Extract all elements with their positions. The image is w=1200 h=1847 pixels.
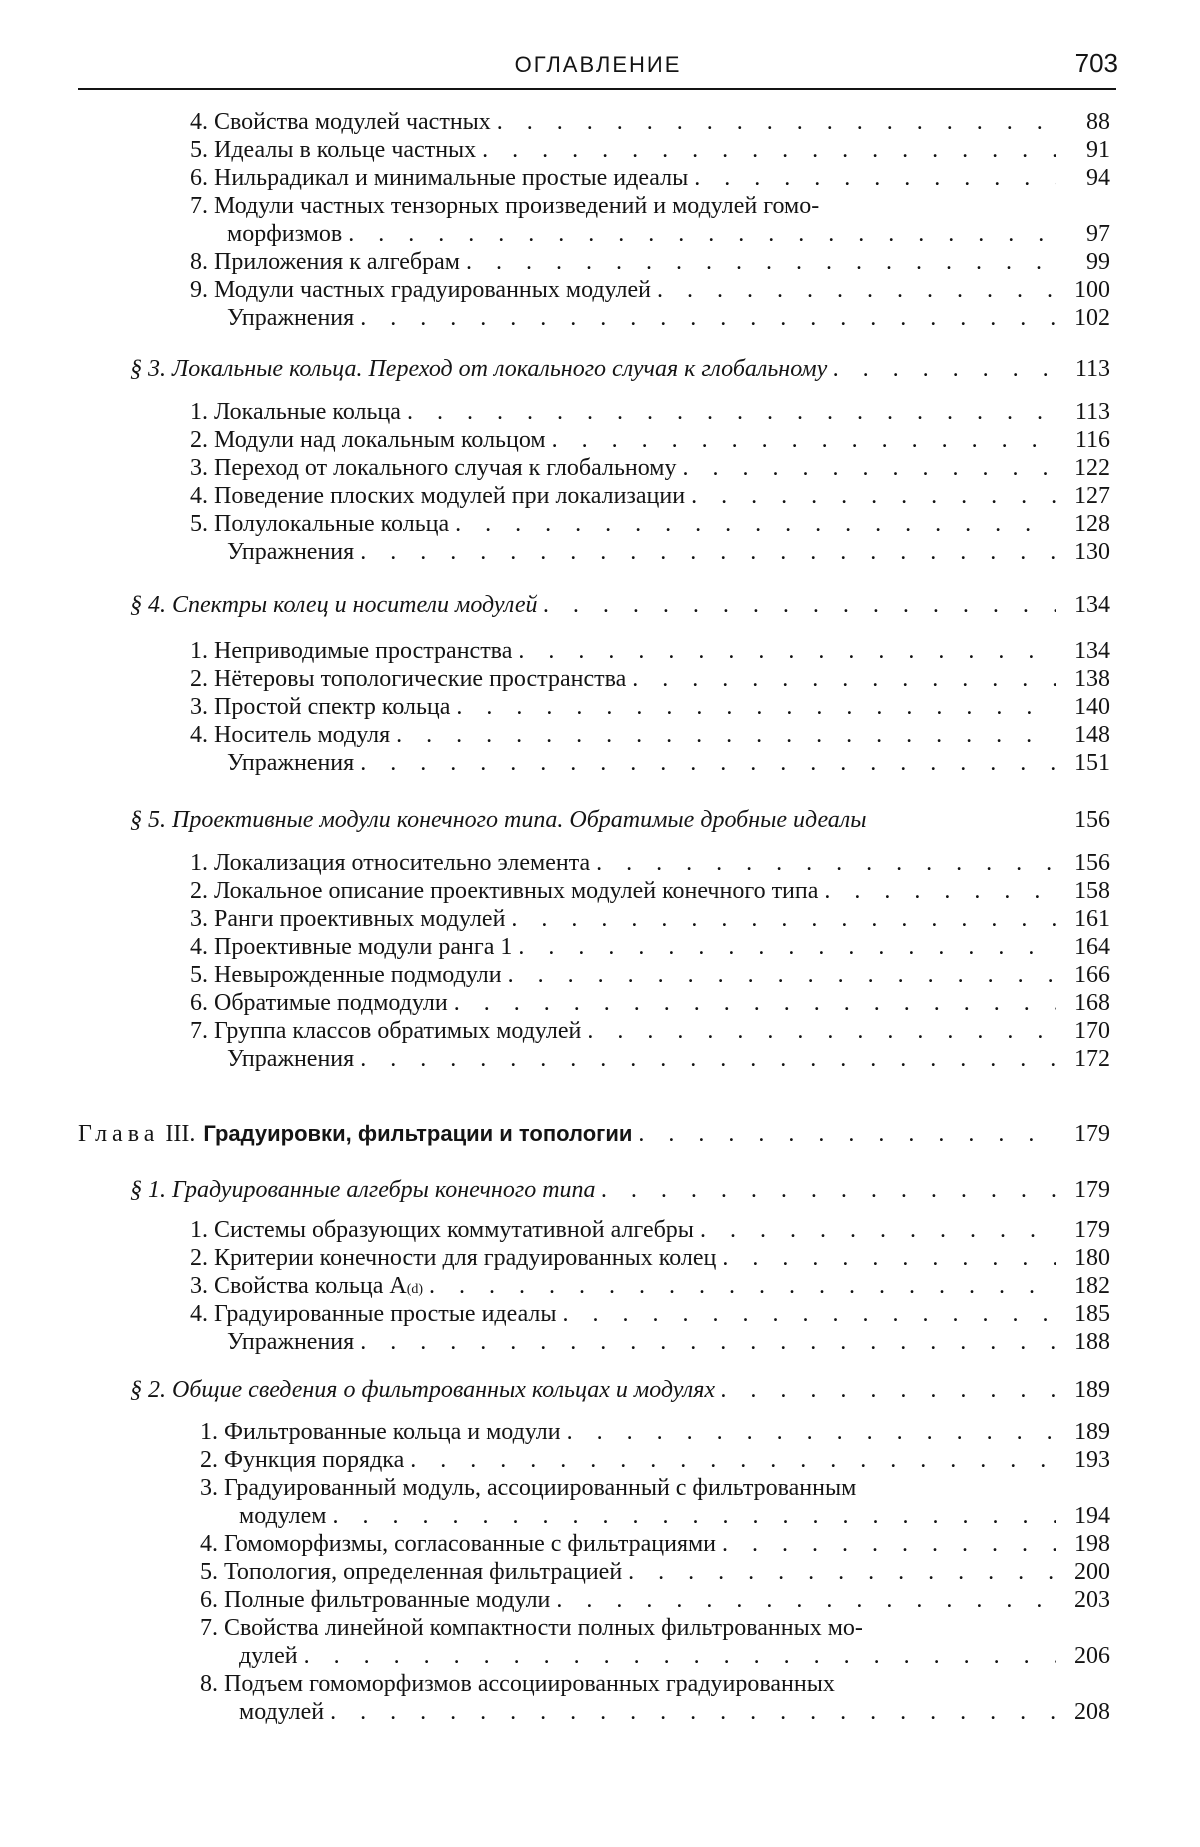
- toc-page: [0, 0, 1200, 1847]
- toc-entry: 2. Критерии конечности для градуированных колец . . . 180: [190, 1244, 1110, 1272]
- entry-page: 130: [1062, 538, 1110, 566]
- entry-page: 138: [1062, 665, 1110, 693]
- toc-entry: 8. Приложения к алгебрам . . . 99: [190, 248, 1110, 276]
- toc-entry: 5. Невырожденные подмодули . . . 166: [190, 961, 1110, 989]
- entry-page: 185: [1062, 1300, 1110, 1328]
- section-heading: § 2. Общие сведения о фильтрованных кольцах и модулях . . . 189: [130, 1376, 1110, 1404]
- entry-page: 128: [1062, 510, 1110, 538]
- toc-entry: 4. Носитель модуля . . . 148: [190, 721, 1110, 749]
- toc-entry: 1. Локализация относительно элемента . . . 156: [190, 849, 1110, 877]
- entry-page: 166: [1062, 961, 1110, 989]
- toc-entry: 4. Поведение плоских модулей при локализации . . . 127: [190, 482, 1110, 510]
- entry-page: 113: [1062, 355, 1110, 383]
- entry-page: 179: [1062, 1216, 1110, 1244]
- entry-page: 182: [1062, 1272, 1110, 1300]
- entry-page: 164: [1062, 933, 1110, 961]
- toc-entry-cont: модулем . . . 194: [200, 1502, 1110, 1530]
- toc-entry: 1. Локальные кольца . . . 113: [190, 398, 1110, 426]
- toc-entry: Упражнения . . . 188: [227, 1328, 1110, 1356]
- toc-entry: 1. Неприводимые пространства . . . 134: [190, 637, 1110, 665]
- toc-entry: 4. Гомоморфизмы, согласованные с фильтрациями . . . 198: [200, 1530, 1110, 1558]
- entry-page: 148: [1062, 721, 1110, 749]
- toc-entry: 3. Градуированный модуль, ассоциированный с фильтрованным: [200, 1474, 1110, 1502]
- entry-page: 156: [1062, 849, 1110, 877]
- toc-entry: 7. Модули частных тензорных произведений и модулей гомо-: [190, 192, 1110, 220]
- section-heading: § 5. Проективные модули конечного типа. Обратимые дробные идеалы 156: [130, 806, 1110, 834]
- toc-entry: 2. Локальное описание проективных модулей конечного типа . . . 158: [190, 877, 1110, 905]
- entry-page: 168: [1062, 989, 1110, 1017]
- entry-page: 122: [1062, 454, 1110, 482]
- entry-page: 170: [1062, 1017, 1110, 1045]
- entry-page: 208: [1062, 1698, 1110, 1726]
- toc-entry: 2. Модули над локальным кольцом . . . 116: [190, 426, 1110, 454]
- entry-page: 97: [1062, 220, 1110, 248]
- toc-entry: 2. Функция порядка . . . 193: [200, 1446, 1110, 1474]
- toc-entry: 6. Нильрадикал и минимальные простые идеалы . . . 94: [190, 164, 1110, 192]
- page-title: ОГЛАВЛЕНИЕ: [78, 52, 1118, 78]
- toc-entry: 6. Полные фильтрованные модули . . . 203: [200, 1586, 1110, 1614]
- entry-page: 189: [1062, 1418, 1110, 1446]
- entry-page: 99: [1062, 248, 1110, 276]
- toc-entry: 3. Свойства кольца A (d) . . . 182: [190, 1272, 1110, 1304]
- toc-entry: Упражнения . . . 130: [227, 538, 1110, 566]
- toc-entry: 4. Градуированные простые идеалы . . . 185: [190, 1300, 1110, 1328]
- toc-entry: 5. Идеалы в кольце частных . . . 91: [190, 136, 1110, 164]
- running-head: [78, 48, 1118, 88]
- entry-page: 91: [1062, 136, 1110, 164]
- toc-entry: Упражнения . . . 102: [227, 304, 1110, 332]
- entry-page: 200: [1062, 1558, 1110, 1586]
- entry-page: 188: [1062, 1328, 1110, 1356]
- section-heading: § 4. Спектры колец и носители модулей . . . 134: [130, 591, 1110, 619]
- entry-page: 193: [1062, 1446, 1110, 1474]
- entry-page: 113: [1062, 398, 1110, 426]
- page-number: 703: [1075, 48, 1118, 79]
- entry-page: 102: [1062, 304, 1110, 332]
- header-rule: [78, 88, 1116, 90]
- entry-page: 198: [1062, 1530, 1110, 1558]
- toc-entry: 4. Свойства модулей частных . . . 88: [190, 108, 1110, 136]
- toc-entry-cont: морфизмов . . . 97: [190, 220, 1110, 248]
- entry-page: 140: [1062, 693, 1110, 721]
- entry-page: 161: [1062, 905, 1110, 933]
- entry-page: 151: [1062, 749, 1110, 777]
- entry-page: 180: [1062, 1244, 1110, 1272]
- section-heading: § 1. Градуированные алгебры конечного типа . . . 179: [130, 1176, 1110, 1204]
- toc-entry: Упражнения . . . 151: [227, 749, 1110, 777]
- toc-entry: 7. Группа классов обратимых модулей . . . 170: [190, 1017, 1110, 1045]
- entry-page: 116: [1062, 426, 1110, 454]
- toc-entry: 8. Подъем гомоморфизмов ассоциированных градуированных: [200, 1670, 1110, 1698]
- entry-page: 206: [1062, 1642, 1110, 1670]
- entry-page: 158: [1062, 877, 1110, 905]
- entry-page: 88: [1062, 108, 1110, 136]
- entry-page: 172: [1062, 1045, 1110, 1073]
- entry-page: 189: [1062, 1376, 1110, 1404]
- entry-page: 194: [1062, 1502, 1110, 1530]
- entry-page: 179: [1062, 1120, 1110, 1148]
- toc-entry: 5. Полулокальные кольца . . . 128: [190, 510, 1110, 538]
- toc-entry: 5. Топология, определенная фильтрацией . . . 200: [200, 1558, 1110, 1586]
- toc-entry: 9. Модули частных градуированных модулей . . . 100: [190, 276, 1110, 304]
- toc-entry: 4. Проективные модули ранга 1 . . . 164: [190, 933, 1110, 961]
- toc-entry: 3. Переход от локального случая к глобальному . . . 122: [190, 454, 1110, 482]
- toc-entry: 1. Системы образующих коммутативной алгебры . . . 179: [190, 1216, 1110, 1244]
- toc-entry-cont: модулей . . . 208: [200, 1698, 1110, 1726]
- toc-entry: 7. Свойства линейной компактности полных фильтрованных мо-: [200, 1614, 1110, 1642]
- toc-entry: 1. Фильтрованные кольца и модули . . . 189: [200, 1418, 1110, 1446]
- section-heading: § 3. Локальные кольца. Переход от локального случая к глобальному . . . 113: [130, 355, 1110, 383]
- toc-entry: 2. Нётеровы топологические пространства . . . 138: [190, 665, 1110, 693]
- toc-entry: 3. Простой спектр кольца . . . 140: [190, 693, 1110, 721]
- chapter-heading: Глава III. Градуировки, фильтрации и топологии . . . 179: [78, 1120, 1110, 1148]
- entry-page: 156: [1062, 806, 1110, 834]
- toc-entry: Упражнения . . . 172: [227, 1045, 1110, 1073]
- entry-page: 94: [1062, 164, 1110, 192]
- entry-page: 127: [1062, 482, 1110, 510]
- entry-page: 203: [1062, 1586, 1110, 1614]
- entry-page: 100: [1062, 276, 1110, 304]
- entry-page: 134: [1062, 591, 1110, 619]
- entry-page: 179: [1062, 1176, 1110, 1204]
- toc-entry-cont: дулей . . . 206: [200, 1642, 1110, 1670]
- toc-entry: 6. Обратимые подмодули . . . 168: [190, 989, 1110, 1017]
- toc-entry: 3. Ранги проективных модулей . . . 161: [190, 905, 1110, 933]
- entry-page: 134: [1062, 637, 1110, 665]
